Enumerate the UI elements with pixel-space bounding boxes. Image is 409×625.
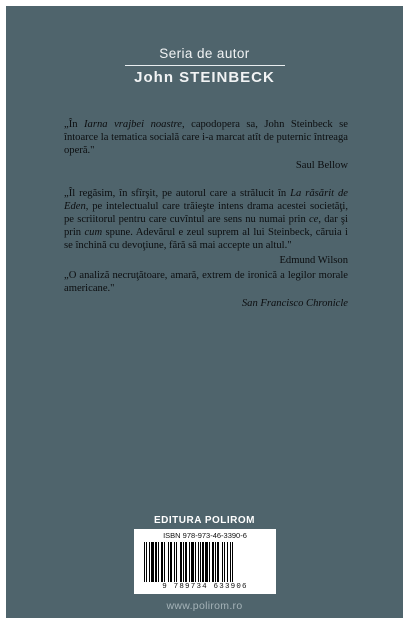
quote-text: „Îl regăsim, în sfîrşit, pe autorul care a strălucit în (64, 188, 291, 199)
book-title: Iarna vrajbei noastre (84, 119, 182, 130)
barcode-bar (212, 542, 214, 582)
barcode-bar (185, 542, 187, 582)
barcode-bar (158, 542, 159, 582)
series-header (6, 46, 403, 86)
barcode-bar (174, 542, 175, 582)
barcode-bar (224, 542, 225, 582)
barcode-bar (161, 542, 163, 582)
quote-text: , capodopera sa, John Steinbeck se întoarce la tematica socială care i-a marcat atît de puternic întreaga operă." (64, 119, 348, 156)
barcode-bar (195, 542, 196, 582)
barcode-bar (209, 542, 210, 582)
barcode-bar (189, 542, 190, 582)
quote-text: „O analiză necruţătoare, amară, extrem de ironică a legilor morale americane." (64, 270, 348, 294)
barcode-bar (191, 542, 194, 582)
barcode-bar (149, 542, 150, 582)
author-name: John STEINBECK (134, 69, 275, 86)
emphasis-word: cum (84, 227, 103, 238)
barcode-bar (164, 542, 165, 582)
quote-saul-bellow (64, 118, 348, 172)
header-divider (125, 65, 285, 66)
barcode-bar (168, 542, 169, 582)
publisher-name: EDITURA POLIROM (153, 515, 255, 526)
barcode-digits: 9 789734 633906 (162, 583, 248, 591)
barcode-bar (205, 542, 208, 582)
barcode-bar (217, 542, 219, 582)
isbn-barcode (134, 529, 276, 594)
barcode-bar (198, 542, 199, 582)
series-label: Seria de autor (159, 46, 250, 61)
quote-text: spune. Adevărul e zeul suprem al lui Steinbeck, căruia i se închină cu devoţiune, fără să mai accepte un altul." (64, 227, 348, 251)
barcode-bar (200, 542, 201, 582)
publisher-website[interactable]: www.polirom.ro (166, 600, 243, 612)
barcode-bar (227, 542, 228, 582)
quote-sf-chronicle (64, 269, 348, 310)
quote-author: Saul Bellow (295, 160, 348, 171)
barcode-bar (180, 542, 182, 582)
quote-edmund-wilson (64, 187, 348, 267)
barcode-bar (230, 542, 231, 582)
quote-text: , pe intelectualul care trăieşte intens drama acestei societăţi, pe scriitorul pentru care cuvîntul are sens nu numai prin (64, 201, 348, 225)
barcode-bar (155, 542, 157, 582)
barcode-bar (146, 542, 147, 582)
barcode-bar (151, 542, 154, 582)
quote-author: San Francisco Chronicle (241, 298, 348, 309)
barcode-bar (170, 542, 172, 582)
barcode-bar (222, 542, 223, 582)
barcode-bar (144, 542, 145, 582)
barcode-bar (183, 542, 184, 582)
quote-author: Edmund Wilson (279, 255, 348, 266)
barcode-bar (232, 542, 233, 582)
book-back-cover (6, 6, 403, 618)
isbn-number: ISBN 978-973-46-3390-6 (163, 531, 247, 540)
barcode-bar (176, 542, 177, 582)
quote-text: „În (64, 119, 85, 130)
barcode-bar (202, 542, 204, 582)
quote-text: , dar şi prin (64, 214, 348, 238)
barcode-bar (215, 542, 216, 582)
barcode-bars (142, 542, 268, 582)
book-title: La răsărit de Eden (64, 188, 348, 212)
emphasis-word: ce (308, 214, 319, 225)
